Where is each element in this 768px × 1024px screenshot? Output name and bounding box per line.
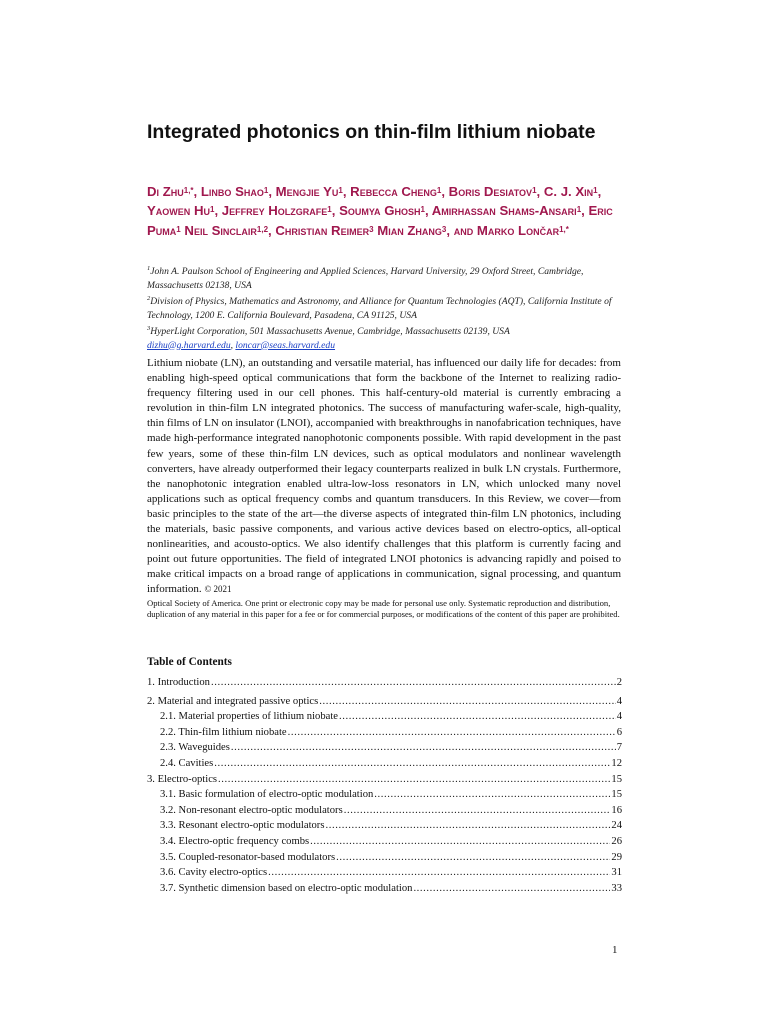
email-link[interactable]: loncar@seas.harvard.edu bbox=[235, 339, 336, 351]
author: Boris Desiatov$^1$, bbox=[448, 184, 544, 199]
toc-entry[interactable]: 3.6. Cavity electro-optics ..... 31 bbox=[147, 867, 622, 883]
author: Amirhassan Shams-Ansari$^1$, bbox=[431, 203, 589, 219]
toc-entry[interactable]: 2.1. Material properties of lithium niobate ..... 4 bbox=[147, 711, 622, 727]
toc-entry[interactable]: 2. Material and integrated passive optics ..... 4 bbox=[147, 696, 622, 712]
abstract bbox=[147, 356, 621, 621]
author: Mengjie Yu$^1$, bbox=[275, 184, 351, 199]
toc-entry[interactable]: 2.4. Cavities ..... 12 bbox=[147, 758, 622, 774]
toc-entry[interactable]: 3. Electro-optics ..... 15 bbox=[147, 774, 622, 790]
page-number: 1 bbox=[612, 944, 618, 956]
author: and Marko Lončar$^{1,*}$ bbox=[453, 222, 569, 238]
author: Neil Sinclair$^{1,2}$, bbox=[184, 222, 276, 238]
paper-title: Integrated photonics on thin-film lithium niobate bbox=[147, 121, 596, 143]
toc-entry[interactable]: 3.1. Basic formulation of electro-optic modulation ..... 15 bbox=[147, 789, 622, 805]
author: C. J. Xin$^1$, bbox=[543, 184, 602, 199]
copyright-notice: Optical Society of America. One print or electronic copy may be made for personal use only. Systematic reproduction and distribution, duplication of any material in this paper for a fee or for commercial purposes, or modifications of the content of this paper are prohibited. bbox=[147, 597, 620, 619]
affiliation: $^2$Division of Physics, Mathematics and Astronomy, and Alliance for Quantum Technologies (AQT), California Institute of Technology, 1200 E. California Boulevard, Pasadena, CA 91125, USA bbox=[147, 295, 612, 321]
author: Jeffrey Holzgrafe$^1$, bbox=[221, 203, 340, 219]
toc-entry[interactable]: 3.4. Electro-optic frequency combs ..... 26 bbox=[147, 836, 622, 852]
author: Mian Zhang$^3$, bbox=[377, 222, 454, 238]
affiliation: $^3$HyperLight Corporation, 501 Massachusetts Avenue, Cambridge, Massachusetts 02139, USA bbox=[147, 325, 510, 338]
email-link[interactable]: dizhu@g.harvard.edu bbox=[147, 339, 231, 351]
author: Eric Puma$^1$ bbox=[147, 203, 613, 238]
contact-emails: dizhu@g.harvard.edu, loncar@seas.harvard.edu bbox=[147, 339, 336, 351]
abstract-text: Lithium niobate (LN), an outstanding and versatile material, has influenced our daily life for decades: from enabling high-speed optical communications that form the backbone of the Internet to realizing radio-frequency filtering used in our cell phones. This half-century-old material is currently embracing a revolution in thin-film LN integrated photonics. The success of manufacturing wafer-scale, high-quality, thin films of LN on insulator (LNOI), accompanied with breakthroughs in nanofabrication techniques, have made high-performance integrated nanophotonic components possible. With rapid development in the past few years, some of these thin-film LN devices, such as optical modulators and nonlinear wavelength converters, have already outperformed their legacy counterparts realized in bulk LN crystals. Furthermore, the nanophotonic integration enabled ultra-low-loss resonators in LN, which unlocked many novel applications such as optical frequency combs and quantum transducers. In this Review, we cover—from basic principles to the state of the art—the diverse aspects of integrated thin-film LN photonics, including the materials, basic passive components, and various active devices based on electro-optics, all-optical nonlinearities, and acousto-optics. We also identify challenges that this platform is currently facing and point out future opportunities. The field of integrated LNOI photonics is advancing rapidly and poised to make critical impacts on a broad range of applications in communication, signal processing, and quantum information. bbox=[147, 357, 621, 596]
author-list bbox=[147, 182, 627, 240]
author: Christian Reimer$^3$ bbox=[275, 222, 374, 238]
toc-entry[interactable]: 2.2. Thin-film lithium niobate ..... 6 bbox=[147, 727, 622, 743]
author: Yaowen Hu$^1$, bbox=[147, 203, 222, 219]
toc-entry[interactable]: 1. Introduction ..... 2 bbox=[147, 677, 622, 693]
author: Linbo Shao$^1$, bbox=[200, 184, 276, 199]
toc-entry[interactable]: 3.5. Coupled-resonator-based modulators ..... 29 bbox=[147, 852, 622, 868]
toc-entry[interactable]: 3.3. Resonant electro-optic modulators ..... 24 bbox=[147, 820, 622, 836]
copyright-year: © 2021 bbox=[204, 584, 232, 595]
author: Di Zhu$^{1,*}$, bbox=[147, 184, 201, 199]
toc-heading: Table of Contents bbox=[147, 656, 232, 668]
table-of-contents bbox=[147, 677, 622, 898]
toc-entry[interactable]: 2.3. Waveguides ..... 7 bbox=[147, 742, 622, 758]
toc-entry[interactable]: 3.7. Synthetic dimension based on electro-optic modulation ..... 33 bbox=[147, 883, 622, 899]
author: Soumya Ghosh$^1$, bbox=[339, 203, 432, 219]
affiliations bbox=[147, 262, 617, 352]
toc-entry[interactable]: 3.2. Non-resonant electro-optic modulators ..... 16 bbox=[147, 805, 622, 821]
author: Rebecca Cheng$^1$, bbox=[350, 184, 449, 199]
affiliation: $^1$John A. Paulson School of Engineering and Applied Sciences, Harvard University, 29 Oxford Street, Cambridge, Massachusetts 02138, USA bbox=[147, 265, 584, 291]
